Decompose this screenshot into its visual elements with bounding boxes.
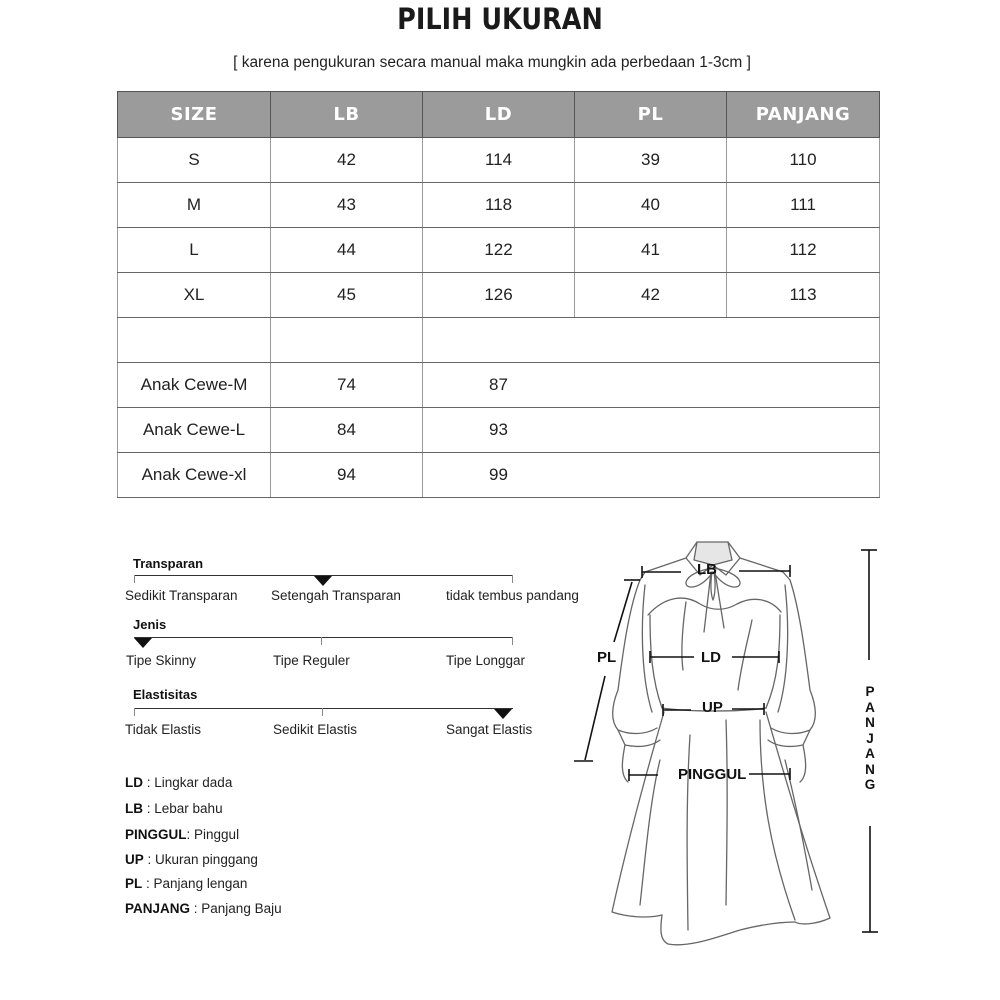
- scale-option: Sedikit Transparan: [125, 588, 238, 603]
- label-panjang-vertical: [862, 684, 878, 793]
- cell-lb: 45: [271, 273, 423, 318]
- cell-pl: 40: [575, 183, 727, 228]
- letter: N: [865, 761, 875, 777]
- legend-sep: :: [143, 801, 155, 816]
- scale-option: Tipe Longgar: [446, 653, 526, 668]
- cell-ld: 87: [423, 363, 880, 408]
- legend-sep: :: [186, 827, 195, 842]
- cell-pl: 41: [575, 228, 727, 273]
- legend-sep: :: [143, 775, 155, 790]
- scale-option: Setengah Transparan: [271, 588, 401, 603]
- legend-abbr: PL: [125, 876, 143, 892]
- scale-option: Tipe Skinny: [126, 653, 197, 668]
- scale-option: Sedikit Elastis: [273, 722, 358, 737]
- measurement-note: [ karena pengukuran secara manual maka mungkin ada perbedaan 1-3cm ]: [233, 54, 751, 71]
- scale-option: Tipe Reguler: [273, 653, 350, 668]
- cell-panjang: 111: [727, 183, 880, 228]
- column-header-ld: LD: [423, 92, 575, 138]
- cell-size: M: [118, 183, 271, 228]
- cell-lb: 74: [271, 363, 423, 408]
- page-title: PILIH UKURAN: [397, 2, 603, 36]
- legend-abbr: LB: [125, 801, 143, 816]
- legend-sep: :: [143, 851, 156, 867]
- letter: G: [864, 777, 876, 792]
- cell-pl: 39: [575, 138, 727, 183]
- letter: A: [865, 746, 875, 761]
- scale-label: Elastisitas: [133, 687, 198, 702]
- cell-lb: 43: [271, 183, 423, 228]
- scale-option: Sangat Elastis: [446, 722, 533, 737]
- cell-ld: 118: [423, 183, 575, 228]
- scale-label: Jenis: [133, 617, 167, 632]
- scale-label: Transparan: [133, 556, 204, 571]
- cell-size: Anak Cewe-xl: [118, 453, 271, 498]
- cell-ld: 114: [423, 138, 575, 183]
- cell-ld: 93: [423, 408, 880, 453]
- cell-panjang: 113: [727, 273, 880, 318]
- cell-size: S: [118, 138, 271, 183]
- legend-sep: :: [190, 900, 202, 916]
- legend-sep: :: [142, 876, 154, 892]
- column-header-pl: PL: [575, 92, 727, 138]
- scale-option: Tidak Elastis: [125, 722, 202, 737]
- letter: N: [865, 715, 875, 730]
- legend-desc: Lingkar dada: [154, 775, 233, 790]
- cell-size: L: [118, 228, 271, 273]
- label-pl: PL: [597, 649, 617, 666]
- legend-abbr: PINGGUL: [125, 827, 187, 842]
- legend-abbr: UP: [125, 851, 144, 867]
- letter: P: [865, 684, 875, 699]
- cell-size: Anak Cewe-M: [118, 363, 271, 408]
- cell-ld: 122: [423, 228, 575, 273]
- legend-desc: Panjang Baju: [201, 900, 282, 916]
- cell-lb: 94: [271, 453, 423, 498]
- cell-pl: 42: [575, 273, 727, 318]
- cell-size: XL: [118, 273, 271, 318]
- letter: J: [866, 730, 874, 746]
- cell-ld: 99: [423, 453, 880, 498]
- column-header-panjang: PANJANG: [727, 92, 880, 138]
- label-ld: LD: [701, 649, 721, 666]
- letter: A: [865, 699, 875, 715]
- legend-abbr: LD: [125, 775, 143, 790]
- cell-lb: 44: [271, 228, 423, 273]
- label-lb: LB: [697, 561, 717, 578]
- label-pinggul: PINGGUL: [678, 766, 747, 783]
- column-header-lb: LB: [271, 92, 423, 138]
- legend-desc: Ukuran pinggang: [155, 851, 258, 867]
- legend-desc: Panjang lengan: [153, 876, 248, 892]
- column-header-size: SIZE: [118, 92, 271, 138]
- cell-lb: 84: [271, 408, 423, 453]
- legend-abbr: PANJANG: [125, 900, 191, 916]
- label-up: UP: [702, 699, 723, 716]
- legend-desc: Lebar bahu: [154, 801, 223, 816]
- scale-option: tidak tembus pandang: [446, 588, 579, 603]
- cell-lb: 42: [271, 138, 423, 183]
- legend-desc: Pinggul: [194, 827, 240, 842]
- cell-panjang: 112: [727, 228, 880, 273]
- cell-panjang: 110: [727, 138, 880, 183]
- cell-size: Anak Cewe-L: [118, 408, 271, 453]
- cell-ld: 126: [423, 273, 575, 318]
